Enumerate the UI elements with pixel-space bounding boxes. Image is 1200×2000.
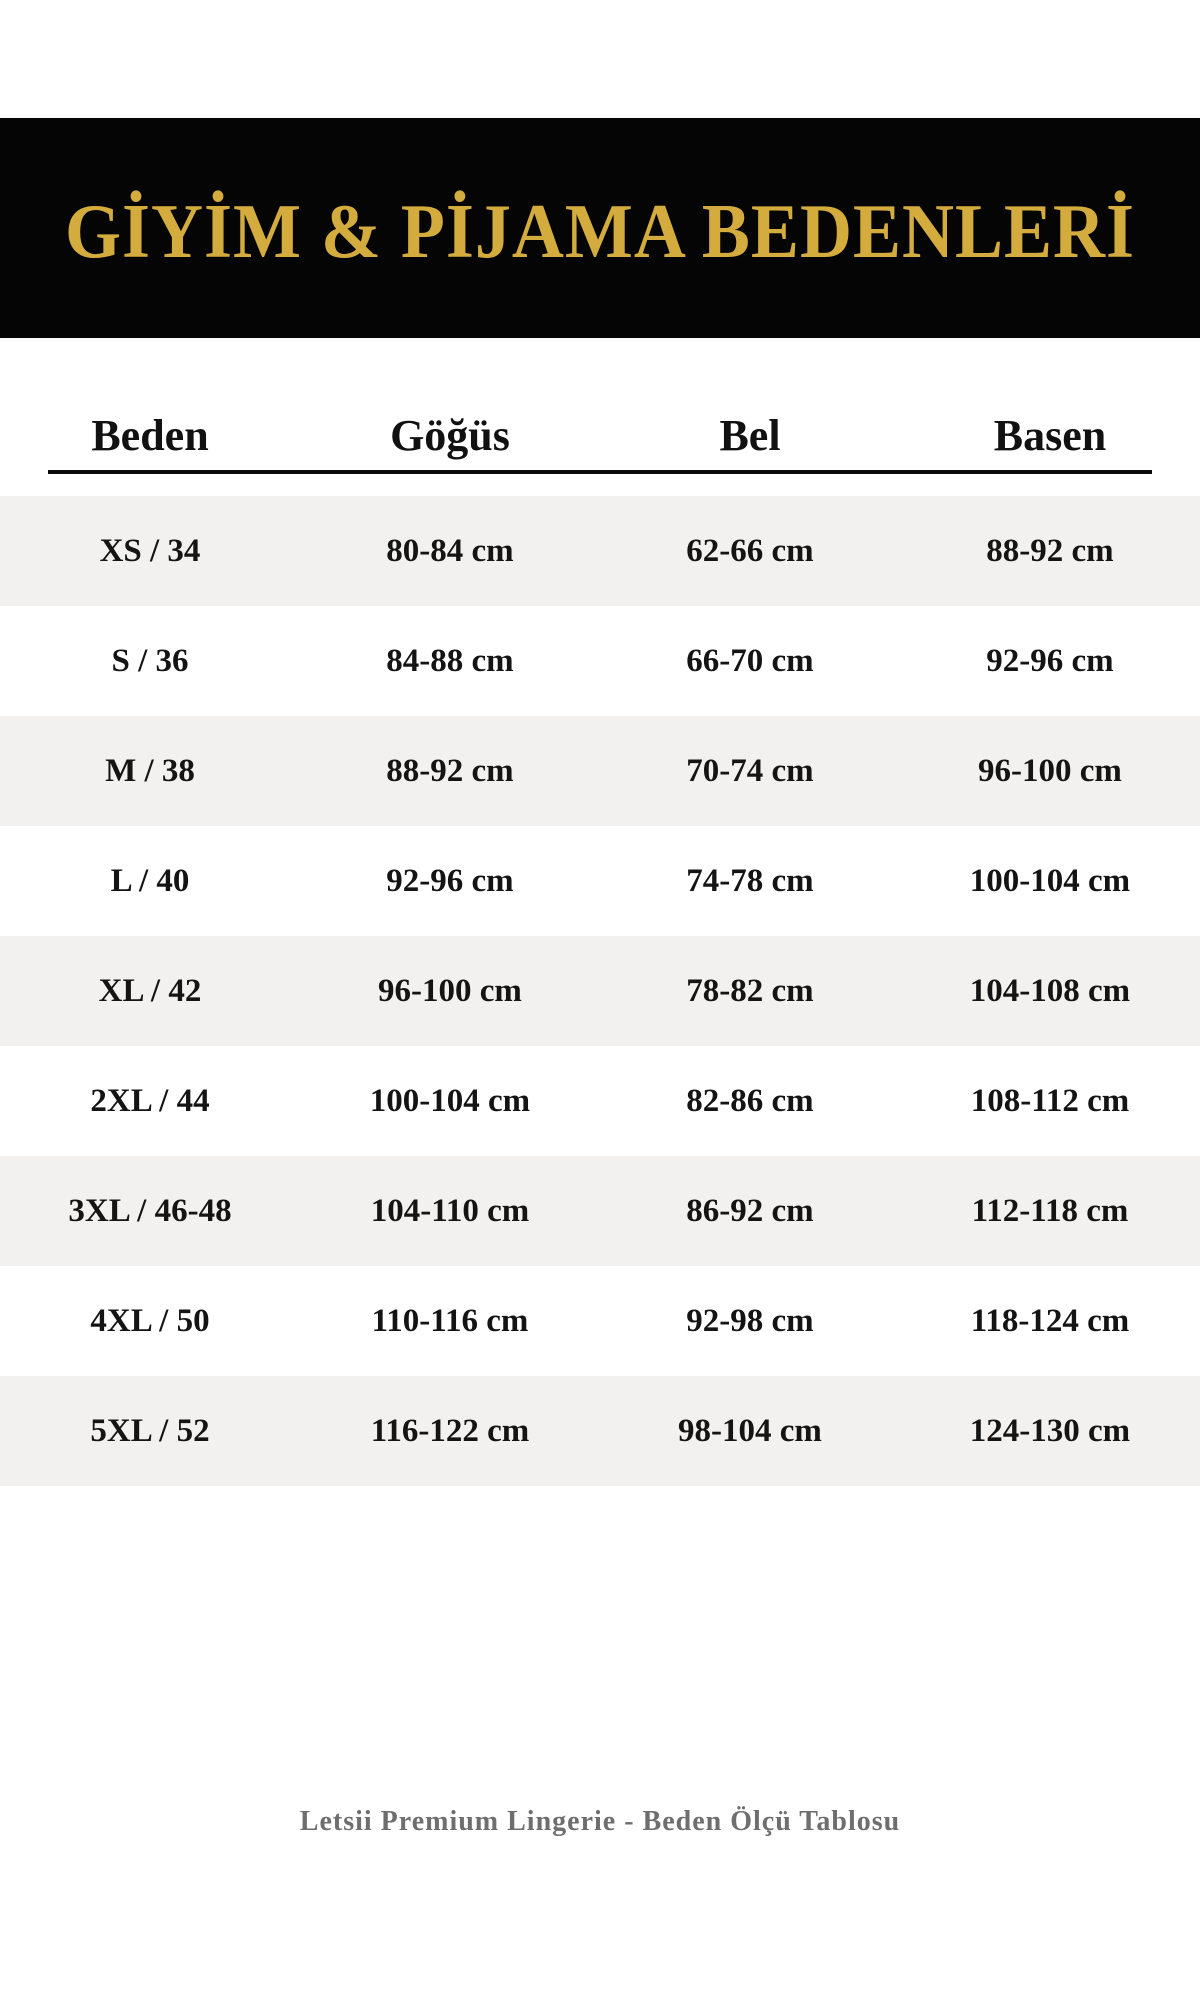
waist-value: 92-98 cm — [686, 1302, 814, 1339]
chest-value: 110-116 cm — [371, 1302, 529, 1339]
hips-value: 92-96 cm — [986, 642, 1114, 679]
hips-value: 108-112 cm — [970, 1082, 1130, 1119]
hips-value: 100-104 cm — [969, 862, 1131, 899]
waist-value: 86-92 cm — [686, 1192, 814, 1229]
size-label: XS / 34 — [99, 532, 201, 569]
size-label: M / 38 — [105, 752, 195, 789]
header-divider-line — [48, 470, 1152, 474]
column-header-waist: Bel — [719, 411, 781, 460]
table-row — [0, 1376, 1200, 1486]
size-label: S / 36 — [111, 642, 189, 679]
title-band — [0, 118, 1200, 338]
table-body — [0, 496, 1200, 1486]
table-row — [0, 936, 1200, 1046]
size-table — [0, 338, 1200, 1486]
size-label: XL / 42 — [98, 972, 202, 1009]
waist-value: 62-66 cm — [686, 532, 814, 569]
chest-value: 88-92 cm — [386, 752, 514, 789]
hips-value: 112-118 cm — [971, 1192, 1129, 1229]
size-label: L / 40 — [110, 862, 190, 899]
chest-value: 80-84 cm — [386, 532, 514, 569]
column-header-hips: Basen — [993, 411, 1107, 460]
hips-value: 88-92 cm — [986, 532, 1114, 569]
waist-value: 74-78 cm — [686, 862, 814, 899]
size-label: 4XL / 50 — [90, 1302, 210, 1339]
size-label: 2XL / 44 — [90, 1082, 210, 1119]
table-row — [0, 1046, 1200, 1156]
waist-value: 70-74 cm — [686, 752, 814, 789]
chest-value: 104-110 cm — [370, 1192, 530, 1229]
footer-caption: Letsii Premium Lingerie - Beden Ölçü Tablosu — [299, 1806, 901, 1837]
column-header-size: Beden — [91, 411, 209, 460]
chest-value: 116-122 cm — [370, 1412, 530, 1449]
chest-value: 96-100 cm — [378, 972, 522, 1009]
chest-value: 84-88 cm — [386, 642, 514, 679]
chest-value: 92-96 cm — [386, 862, 514, 899]
hips-value: 118-124 cm — [970, 1302, 1130, 1339]
waist-value: 98-104 cm — [678, 1412, 822, 1449]
chest-value: 100-104 cm — [369, 1082, 531, 1119]
table-row — [0, 716, 1200, 826]
table-header-row — [0, 412, 1200, 460]
table-row — [0, 1156, 1200, 1266]
waist-value: 66-70 cm — [686, 642, 814, 679]
table-row — [0, 606, 1200, 716]
size-label: 3XL / 46-48 — [68, 1192, 232, 1229]
column-header-chest: Göğüs — [390, 411, 510, 460]
table-row — [0, 1266, 1200, 1376]
hips-value: 124-130 cm — [969, 1412, 1131, 1449]
table-row — [0, 826, 1200, 936]
size-label: 5XL / 52 — [90, 1412, 210, 1449]
page-title: GİYİM & PİJAMA BEDENLERİ — [64, 187, 1136, 274]
hips-value: 96-100 cm — [978, 752, 1122, 789]
table-row — [0, 496, 1200, 606]
waist-value: 82-86 cm — [686, 1082, 814, 1119]
waist-value: 78-82 cm — [686, 972, 814, 1009]
hips-value: 104-108 cm — [969, 972, 1131, 1009]
